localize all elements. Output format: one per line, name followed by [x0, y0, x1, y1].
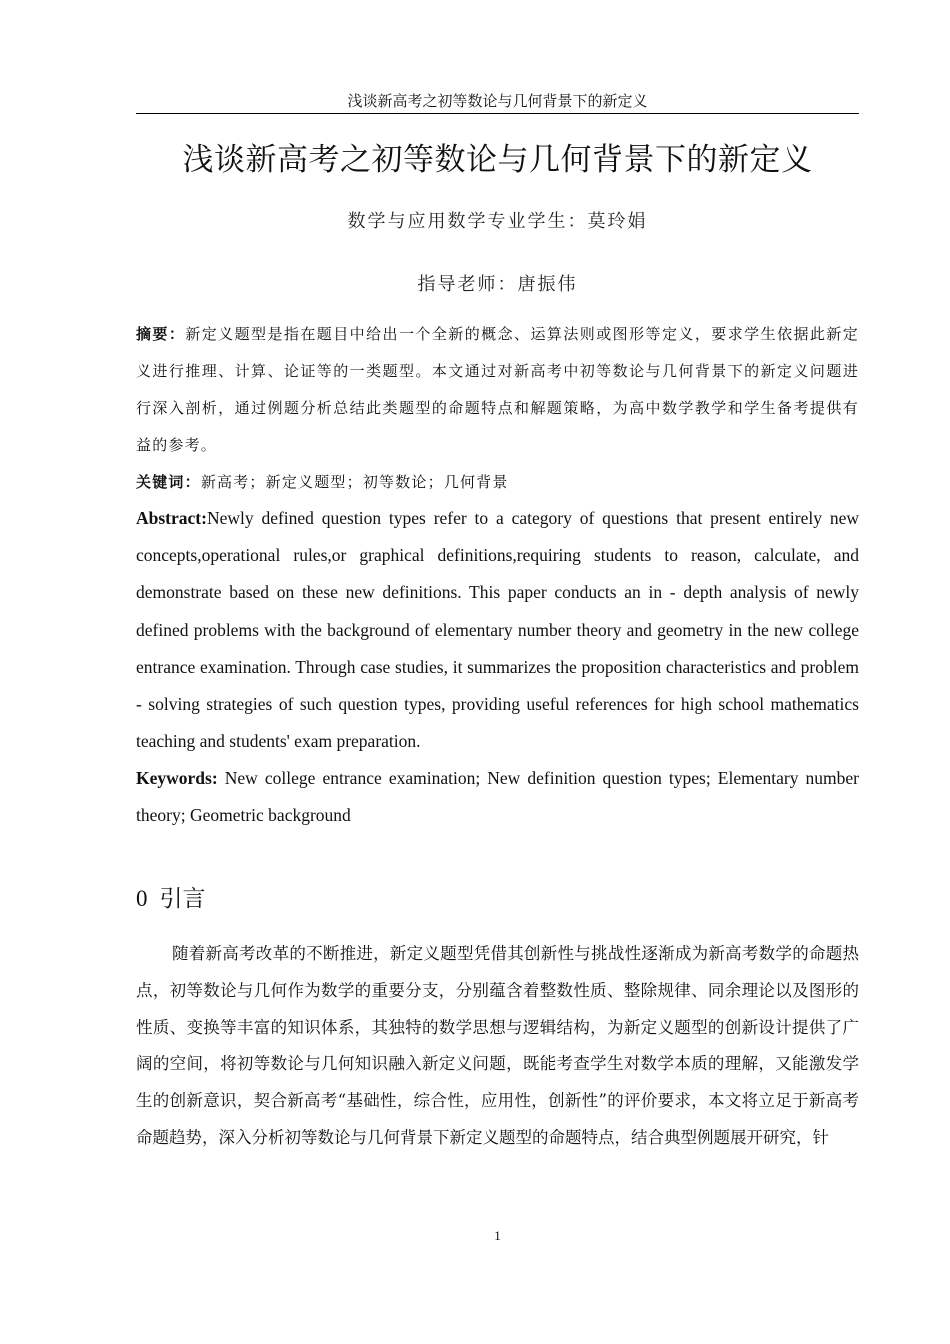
keywords-cn-text: 新高考；新定义题型；初等数论；几何背景 [200, 473, 509, 491]
section-number: 0 [136, 886, 148, 911]
keywords-en [136, 760, 859, 834]
author-line: 数学与应用数学专业学生：莫玲娟 [347, 211, 648, 232]
abstract-cn-text: 新定义题型是指在题目中给出一个全新的概念、运算法则或图形等定义，要求学生依据此新定义进行推理、计算、论证等的一类题型。本文通过对新高考中初等数论与几何背景下的新定义问题进行深入剖析，通过例题分析总结此类题型的命题特点和解题策略，为高中数学教学和学生备考提供有益的参考。 [136, 325, 859, 454]
advisor-line: 指导老师：唐振伟 [417, 274, 578, 295]
paper-title: 浅谈新高考之初等数论与几何背景下的新定义 [182, 142, 813, 178]
keywords-en-text: New college entrance examination; New definition question types; Elementary number theory; Geometric background [136, 768, 859, 826]
running-header: 浅谈新高考之初等数论与几何背景下的新定义 [347, 92, 648, 110]
section-heading-intro [136, 883, 206, 915]
abstract-cn [136, 316, 859, 464]
abstract-cn-label: 摘要： [136, 325, 186, 343]
header-rule [136, 113, 859, 114]
abstract-en-text: Newly defined question types refer to a category of questions that present entirely new concepts,operational rules,or graphical definitions,requiring students to reason, calculate, and demonstrate based on these new definitions. This paper conducts an in - depth analysis of newly defined problems with the background of elementary number theory and geometry in the new college entrance examination. Through case studies, it summarizes the proposition characteristics and problem - solving strategies of such question types, providing useful references for high school mathematics teaching and students' exam preparation. [136, 508, 859, 752]
keywords-cn-label: 关键词： [136, 473, 201, 491]
page-number: 1 [494, 1228, 501, 1243]
keywords-cn [136, 464, 859, 501]
abstract-en [136, 500, 859, 760]
intro-paragraph: 随着新高考改革的不断推进，新定义题型凭借其创新性与挑战性逐渐成为新高考数学的命题热点，初等数论与几何作为数学的重要分支，分别蕴含着整数性质、整除规律、同余理论以及图形的性质、变换等丰富的知识体系，其独特的数学思想与逻辑结构，为新定义题型的创新设计提供了广阔的空间，将初等数论与几何知识融入新定义问题，既能考查学生对数学本质的理解，又能激发学生的创新意识，契合新高考“基础性，综合性，应用性，创新性”的评价要求，本文将立足于新高考命题趋势，深入分析初等数论与几何背景下新定义题型的命题特点，结合典型例题展开研究，针 [136, 944, 859, 1147]
section-title: 引言 [159, 886, 206, 912]
keywords-en-label: Keywords: [136, 768, 218, 788]
abstract-en-label: Abstract: [136, 508, 207, 528]
